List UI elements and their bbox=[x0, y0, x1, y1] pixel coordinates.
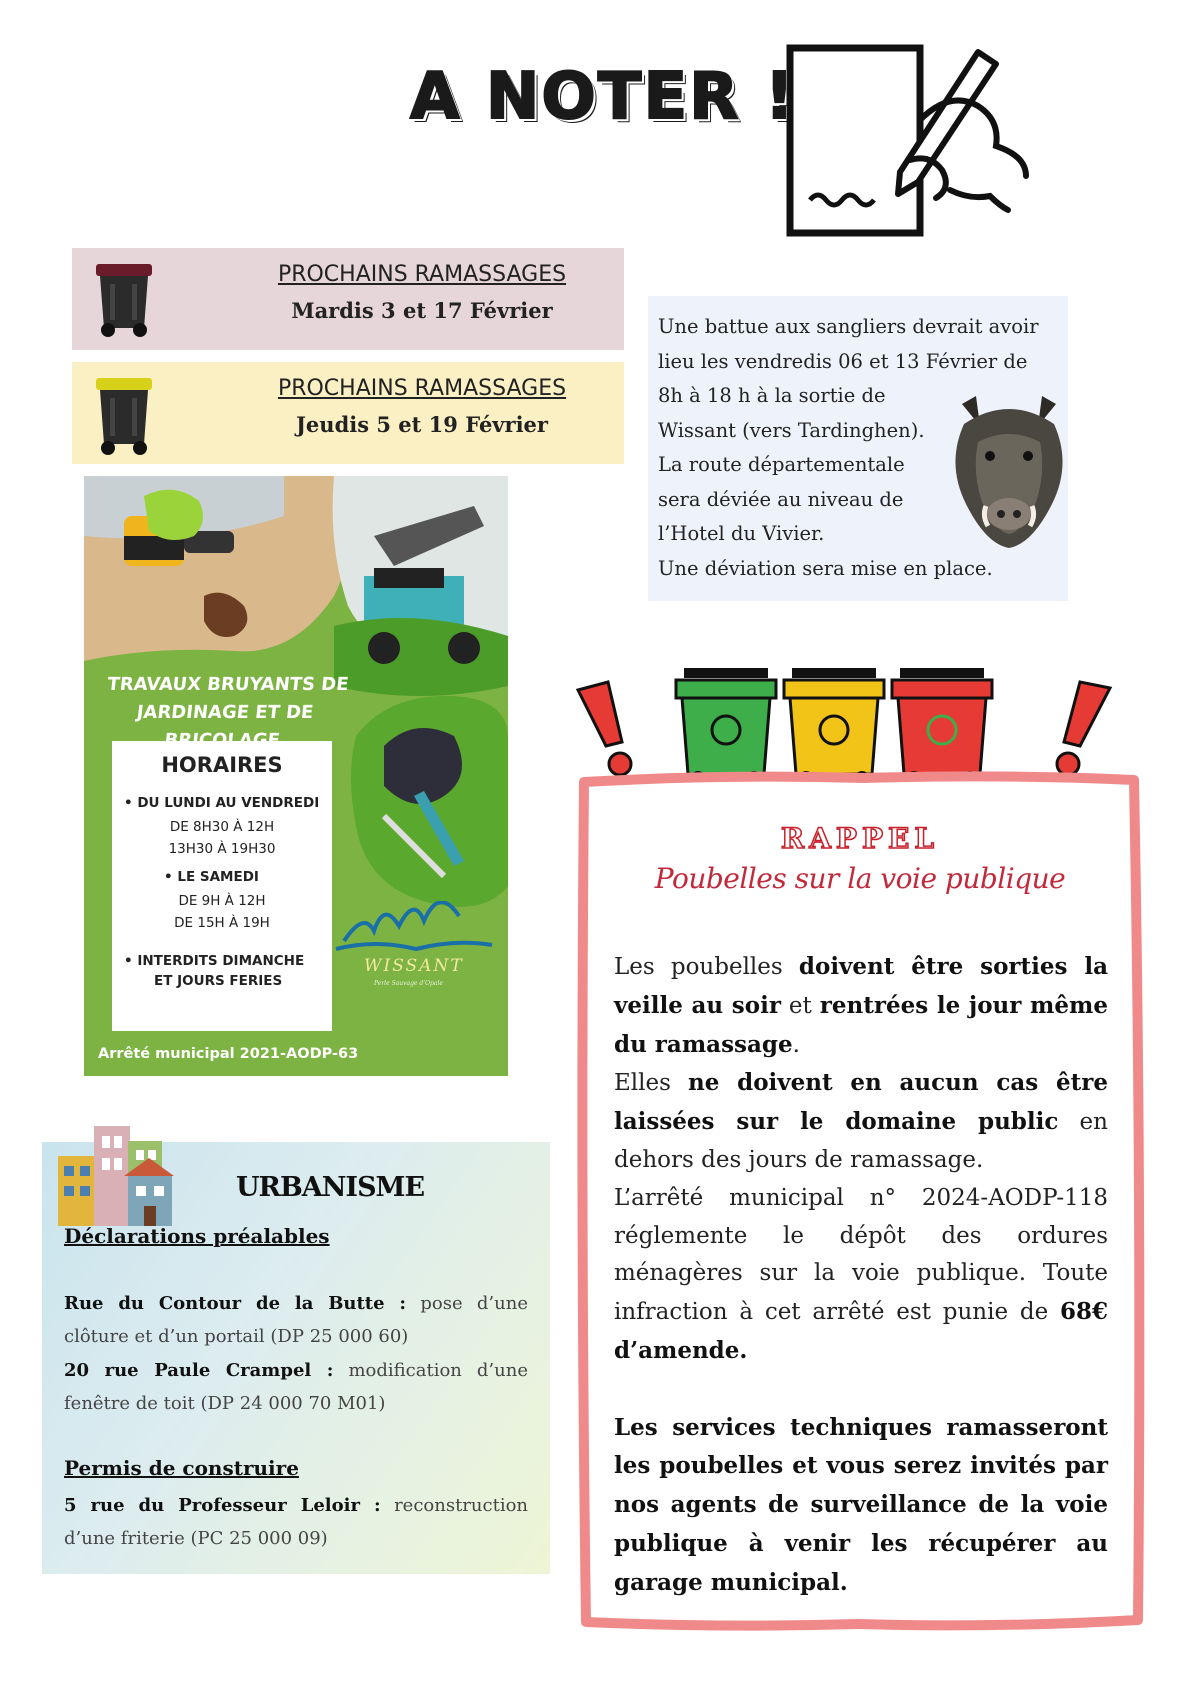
rappel-p1-a: Les poubelles bbox=[614, 954, 799, 980]
wissant-logo-text: WISSANT bbox=[364, 956, 464, 976]
notepad-writing-icon bbox=[780, 40, 1040, 240]
pickup-banner-brown-bin bbox=[72, 248, 624, 350]
battue-line: sera déviée au niveau de bbox=[658, 487, 904, 511]
sat-label-text: LE SAMEDI bbox=[177, 869, 259, 885]
brown-trash-bin-icon bbox=[92, 262, 156, 338]
rappel-paragraph-4 bbox=[614, 1409, 1108, 1603]
battue-notice bbox=[648, 296, 1068, 601]
horaires-card bbox=[112, 741, 332, 1031]
battue-line: l’Hotel du Vivier. bbox=[658, 522, 825, 545]
houses-illustration bbox=[58, 1116, 188, 1236]
battue-line: Une déviation sera mise en place. bbox=[658, 556, 993, 580]
permis-1-text: reconstruction d’une friterie (PC 25 000 09) bbox=[64, 1495, 528, 1549]
page-title: A NOTER ! bbox=[410, 60, 796, 134]
pickup-banner-yellow-bin bbox=[72, 362, 624, 464]
permis-1-address: 5 rue du Professeur Leloir : bbox=[64, 1495, 381, 1516]
week-pm: 13H30 À 19H30 bbox=[168, 841, 276, 857]
rappel-p1-e: . bbox=[792, 1031, 800, 1058]
green-bin-icon bbox=[676, 668, 776, 785]
urbanisme-section bbox=[42, 1142, 550, 1574]
battue-line: Une battue aux sangliers devrait avoir bbox=[658, 315, 1039, 338]
battue-line: lieu les vendredis 06 et 13 Février de bbox=[658, 349, 1028, 373]
battue-line: 8h à 18 h à la sortie de bbox=[658, 384, 886, 407]
red-bin-icon bbox=[892, 668, 992, 785]
travaux-bruyants-poster bbox=[84, 476, 508, 1076]
poster-footer: Arrêté municipal 2021-AODP-63 bbox=[98, 1046, 359, 1062]
permis-title: Permis de construire bbox=[64, 1456, 299, 1480]
rappel-title: RAPPEL bbox=[780, 822, 940, 855]
pickup-dates: Mardis 3 et 17 Février bbox=[291, 298, 553, 323]
rappel-p2-c: en dehors des jours de ramassage. bbox=[614, 1109, 1108, 1173]
rappel-p3-a: L’arrêté municipal n° 2024-AODP-118 réglemente le dépôt des ordures ménagères sur la voie publique. Toute infraction à cet arrêté est punie de bbox=[614, 1184, 1108, 1326]
pickup-label: PROCHAINS RAMASSAGES bbox=[277, 262, 567, 287]
week-am: DE 8H30 À 12H bbox=[169, 819, 275, 835]
declaration-1-address: Rue du Contour de la Butte : bbox=[64, 1293, 407, 1314]
declaration-2-address: 20 rue Paule Crampel : bbox=[64, 1360, 334, 1381]
rappel-p1-d: rentrées le jour même du ramassage bbox=[614, 991, 1108, 1058]
rappel-paragraph-3 bbox=[614, 1180, 1108, 1371]
rappel-p2-a: Elles bbox=[614, 1070, 688, 1097]
rappel-p3-b: 68€ d’amende. bbox=[614, 1298, 1108, 1364]
rappel-subtitle: Poubelles sur la voie publique bbox=[654, 862, 1066, 895]
urbanisme-title: URBANISME bbox=[236, 1172, 425, 1203]
rappel-paragraph-1 bbox=[614, 948, 1108, 1064]
sat-am: DE 9H À 12H bbox=[178, 893, 266, 909]
wissant-logo-tagline: Perle Sauvage d’Opale bbox=[374, 980, 443, 987]
forbidden-line1-text: INTERDITS DIMANCHE bbox=[137, 953, 305, 969]
pickup-label: PROCHAINS RAMASSAGES bbox=[277, 376, 567, 401]
wild-boar-illustration bbox=[944, 384, 1074, 554]
declaration-1 bbox=[64, 1287, 528, 1353]
week-label: • DU LUNDI AU VENDREDI bbox=[124, 795, 320, 811]
poster-heading-line: TRAVAUX BRUYANTS DE bbox=[106, 674, 350, 695]
rappel-p2-b: ne doivent en aucun cas être laissées sur le domaine public bbox=[614, 1069, 1108, 1136]
battue-line: La route départementale bbox=[658, 453, 905, 476]
horaires-title: HORAIRES bbox=[161, 753, 283, 777]
rappel-p4: Les services techniques ramasseront les poubelles et vous serez invités par nos agents de surveillance de la voie publique à venir les récupérer au garage municipal. bbox=[614, 1413, 1108, 1596]
rappel-text bbox=[614, 948, 1108, 1603]
forbidden-line2: ET JOURS FERIES bbox=[154, 973, 283, 989]
forbidden-line1: • INTERDITS DIMANCHE bbox=[124, 953, 305, 969]
battue-line: Wissant (vers Tardinghen). bbox=[658, 418, 925, 442]
yellow-trash-bin-icon bbox=[92, 376, 156, 456]
declaration-2 bbox=[64, 1354, 528, 1420]
sat-pm: DE 15H À 19H bbox=[174, 915, 270, 931]
pickup-dates: Jeudis 5 et 19 Février bbox=[296, 412, 548, 437]
declarations-title: Déclarations préalables bbox=[64, 1224, 330, 1248]
rappel-p1-b: doivent être sorties la veille au soir bbox=[614, 953, 1109, 1019]
rappel-paragraph-2 bbox=[614, 1064, 1108, 1179]
sat-label: • LE SAMEDI bbox=[164, 869, 259, 885]
rappel-p1-c: et bbox=[780, 992, 820, 1019]
poster-heading-line: JARDINAGE ET DE bbox=[135, 702, 315, 723]
declaration-2-text: modification d’une fenêtre de toit (DP 24 000 70 M01) bbox=[64, 1360, 528, 1414]
wissant-logo bbox=[334, 901, 494, 991]
yellow-bin-icon bbox=[784, 668, 884, 785]
week-label-text: DU LUNDI AU VENDREDI bbox=[137, 795, 320, 811]
declaration-1-text: pose d’une clôture et d’un portail (DP 25 000 60) bbox=[64, 1293, 528, 1347]
permis-1 bbox=[64, 1489, 528, 1555]
